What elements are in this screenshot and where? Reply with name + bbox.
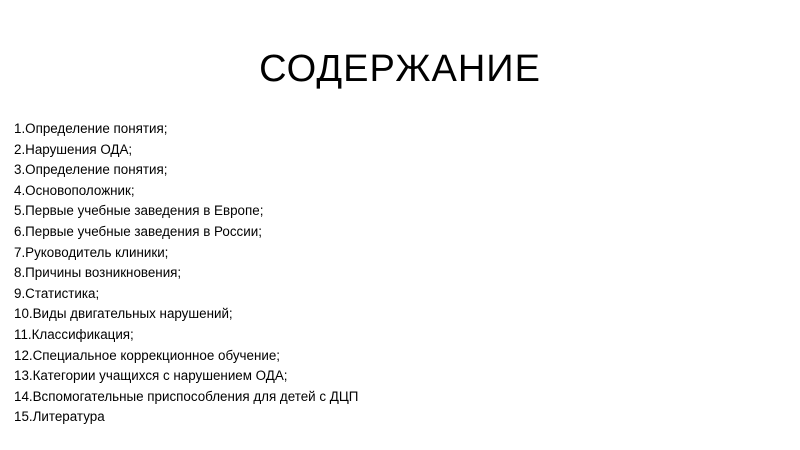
contents-item: 2.Нарушения ОДА; xyxy=(14,141,133,157)
contents-item: 7.Руководитель клиники; xyxy=(14,244,169,260)
contents-item: 14.Вспомогательные приспособления для детей с ДЦП xyxy=(14,388,359,404)
contents-item: 4.Основоположник; xyxy=(14,182,135,198)
contents-item: 13.Категории учащихся с нарушением ОДА; xyxy=(14,368,288,384)
contents-item: 3.Определение понятия; xyxy=(14,162,168,178)
contents-item: 10.Виды двигательных нарушений; xyxy=(14,306,233,322)
contents-list xyxy=(14,119,358,428)
contents-item: 6.Первые учебные заведения в России; xyxy=(14,223,262,239)
contents-item: 8.Причины возникновения; xyxy=(14,265,182,281)
contents-item: 1.Определение понятия; xyxy=(14,121,168,136)
slide-title: СОДЕРЖАНИЕ xyxy=(259,48,541,90)
contents-item: 9.Статистика; xyxy=(14,285,100,301)
contents-item: 12.Специальное коррекционное обучение; xyxy=(14,347,281,363)
contents-item: 5.Первые учебные заведения в Европе; xyxy=(14,203,264,219)
contents-item: 15.Литература xyxy=(14,409,105,425)
contents-item: 11.Классификация; xyxy=(14,326,134,342)
